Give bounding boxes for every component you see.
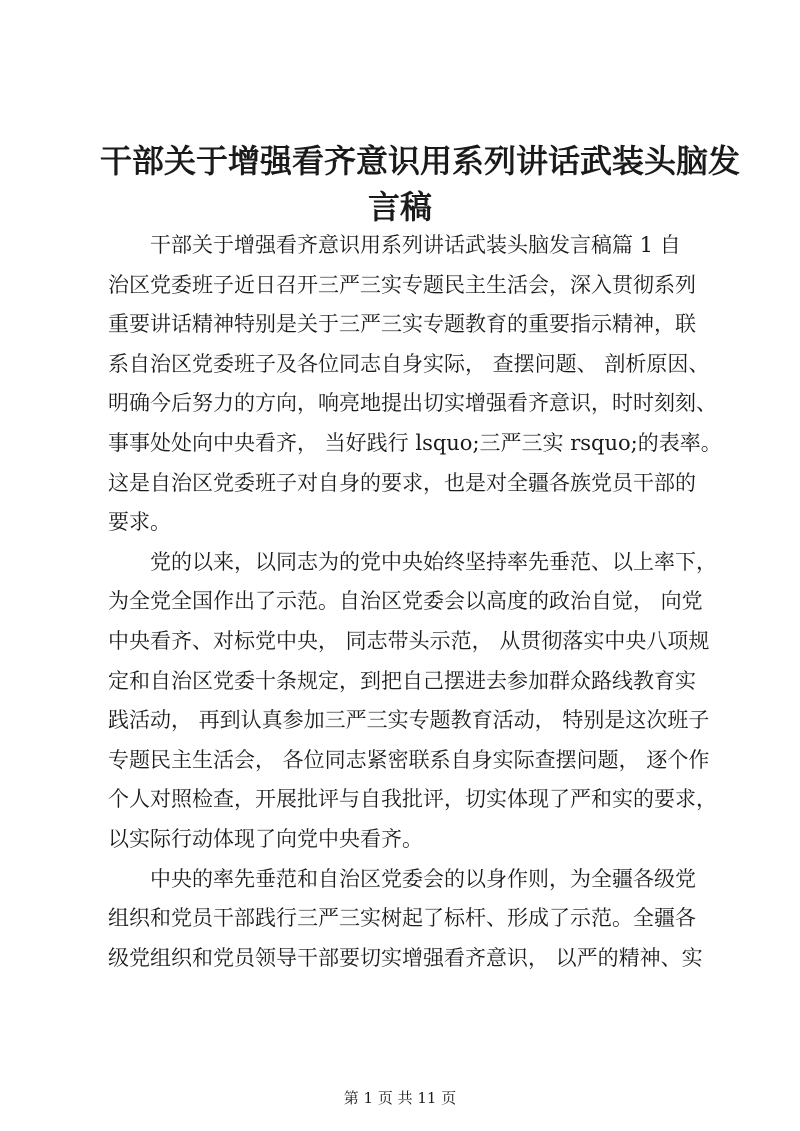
- document-body: [108, 226, 722, 978]
- text-line: 践活动， 再到认真参加三严三实专题教育活动， 特别是这次班子: [108, 708, 710, 733]
- text-line: 级党组织和党员领导干部要切实增强看齐意识， 以严的精神、实: [108, 945, 703, 970]
- text-line: 干部关于增强看齐意识用系列讲话武装头脑发言稿篇 1 自: [150, 233, 681, 257]
- text-line: 组织和党员干部践行三严三实树起了标杆、形成了示范。全疆各: [108, 906, 696, 931]
- title-line-2: 言稿: [367, 188, 432, 226]
- text-line: 以实际行动体现了向党中央看齐。: [108, 826, 423, 851]
- text-line: 事事处处向中央看齐， 当好践行 lsquo;三严三实 rsquo;的表率。: [108, 430, 722, 455]
- title-line-1: 干部关于增强看齐意识用系列讲话武装头脑发: [100, 142, 741, 180]
- text-line: 系自治区党委班子及各位同志自身实际， 查摆问题、 剖析原因、: [108, 351, 710, 376]
- paragraph-2: [108, 543, 718, 860]
- text-line: 重要讲话精神特别是关于三严三实专题教育的重要指示精神，联: [108, 312, 696, 337]
- text-line: 明确今后努力的方向，响亮地提出切实增强看齐意识，时时刻刻、: [108, 391, 717, 416]
- text-line: 要求。: [108, 510, 171, 535]
- text-line: 为全党全国作出了示范。自治区党委会以高度的政治自觉， 向党: [108, 589, 703, 614]
- text-line: 专题民主生活会， 各位同志紧密联系自身实际查摆问题， 逐个作: [108, 747, 710, 772]
- page-footer: [0, 1088, 800, 1108]
- paragraph-1: [108, 226, 722, 543]
- text-line: 中央的率先垂范和自治区党委会的以身作则，为全疆各级党: [150, 866, 696, 891]
- text-line: 个人对照检查，开展批评与自我批评，切实体现了严和实的要求，: [108, 787, 717, 812]
- text-line: 定和自治区党委十条规定，到把自己摆进去参加群众路线教育实: [108, 668, 696, 693]
- page-indicator: 第 1 页 共 11 页: [343, 1089, 457, 1107]
- paragraph-3: [108, 860, 718, 979]
- text-line: 党的以来，以同志为的党中央始终坚持率先垂范、以上率下，: [150, 549, 717, 574]
- text-line: 中央看齐、对标党中央， 同志带头示范， 从贯彻落实中央八项规: [108, 628, 710, 653]
- text-line: 治区党委班子近日召开三严三实专题民主生活会，深入贯彻系列: [108, 272, 696, 297]
- document-title: [100, 138, 741, 230]
- text-line: 这是自治区党委班子对自身的要求，也是对全疆各族党员干部的: [108, 470, 696, 495]
